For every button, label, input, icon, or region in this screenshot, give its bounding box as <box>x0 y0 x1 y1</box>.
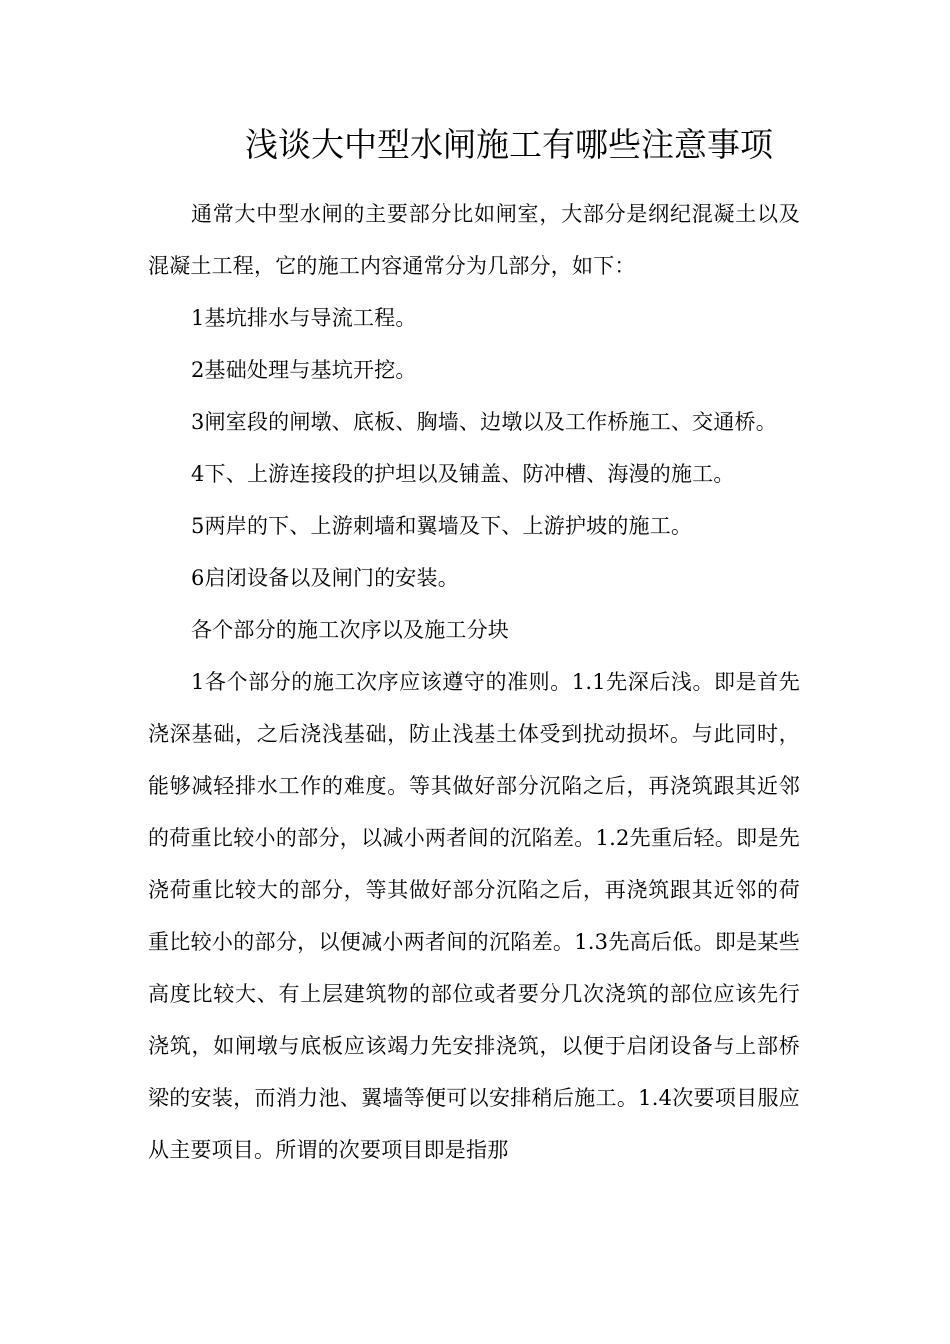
paragraph-construction-order: 1各个部分的施工次序应该遵守的准则。1.1先深后浅。即是首先浇深基础，之后浇浅基础，防止浅基土体受到扰动损坏。与此同时，能够减轻排水工作的难度。等其做好部分沉陷之后，再浇筑跟其近邻的荷重比较小的部分，以减小两者间的沉陷差。1.2先重后轻。即是先浇荷重比较大的部分，等其做好部分沉陷之后，再浇筑跟其近邻的荷重比较小的部分，以便减小两者间的沉陷差。1.3先高后低。即是某些高度比较大、有上层建筑物的部位或者要分几次浇筑的部位应该先行浇筑，如闸墩与底板应该竭力先安排浇筑，以便于启闭设备与上部桥梁的安装，而消力池、翼墙等便可以安排稍后施工。1.4次要项目服应从主要项目。所谓的次要项目即是指那 <box>148 670 800 1162</box>
list-item-5: 5两岸的下、上游刺墙和翼墙及下、上游护坡的施工。 <box>191 514 693 538</box>
section-heading: 各个部分的施工次序以及施工分块 <box>191 618 509 642</box>
list-item-4: 4下、上游连接段的护坦以及铺盖、防冲槽、海漫的施工。 <box>191 462 735 486</box>
paragraph-intro: 通常大中型水闸的主要部分比如闸室，大部分是纲纪混凝土以及混凝土工程，它的施工内容通常分为几部分，如下： <box>148 202 800 278</box>
list-item-1: 1基坑排水与导流工程。 <box>191 306 417 330</box>
list-item-2: 2基础处理与基坑开挖。 <box>191 358 417 382</box>
document-body <box>148 188 800 1176</box>
list-item-6: 6启闭设备以及闸门的安装。 <box>191 566 459 590</box>
document-title: 浅谈大中型水闸施工有哪些注意事项 <box>245 125 773 164</box>
list-item-3: 3闸室段的闸墩、底板、胸墙、边墩以及工作桥施工、交通桥。 <box>191 410 777 434</box>
